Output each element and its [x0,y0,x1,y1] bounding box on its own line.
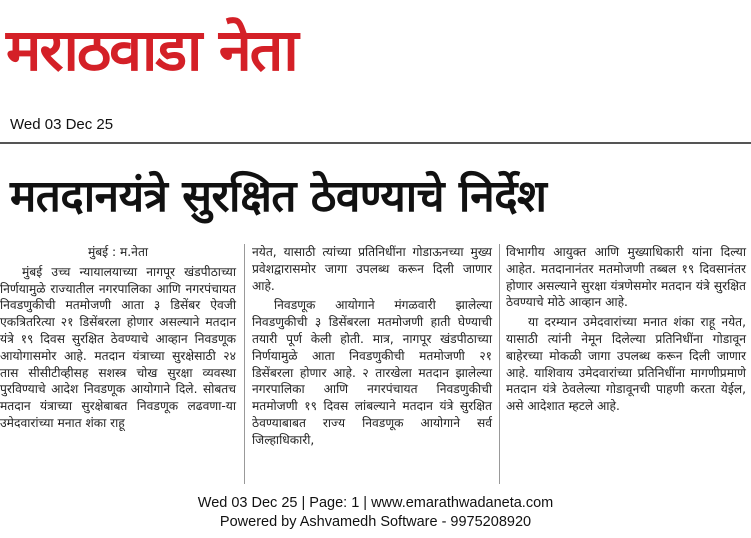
article-paragraph: मुंबई उच्च न्यायालयाच्या नागपूर खंडपीठाच्या निर्णयामुळे राज्यातील नगरपालिका आणि नगरपंचायत निवडणुकीची मतमोजणी आता ३ डिसेंबर ऐवजी एकत्रितरित्या २१ डिसेंबरला होणार असल्याने मतदान यंत्रे १९ दिवस सुरक्षित ठेवण्याचे आव्हान निवडणूक आयोगासमोर आहे. मतदान यंत्राच्या सुरक्षेसाठी २४ तास सीसीटीव्हीसह सशस्त्र चोख सुरक्षा व्यवस्था पुरविण्याचे आदेश निवडणूक आयोगाने दिले. सोबतच मतदान यंत्राच्या सुरक्षेबाबत निवडणूक लढवणा-या उमेदवारांच्या मनात शंका राहू [0,264,236,430]
column-divider [499,244,500,484]
footer-credit: Powered by Ashvamedh Software - 9975208920 [219,514,532,530]
edition-date: Wed 03 Dec 25 [10,116,114,133]
article-byline: मुंबई : म.नेता [87,245,149,259]
footer-page-info: Wed 03 Dec 25 | Page: 1 | www.emarathwadaneta.com [197,495,554,511]
article-paragraph: निवडणूक आयोगाने मंगळवारी झालेल्या निवडणुकीची ३ डिसेंबरला मतमोजणी हाती घेण्याची तयारी पूर्ण केली होती. मात्र, नागपूर खंडपीठाच्या निर्णयामुळे आता निवडणुकीची मतमोजणी २१ डिसेंबरला होणार आहे. २ तारखेला मतदान झालेल्या नगरपालिका आणि नगरपंचायत निवडणुकीची मतमोजणी १९ दिवस लांबल्याने मतदान यंत्रे सुरक्षित ठेवण्याबाबत राज्य निवडणूक आयोगाने सर्व जिल्हाधिकारी, [252,298,492,447]
article-column-1 [0,244,236,432]
column-divider [244,244,245,484]
article-paragraph: या दरम्यान उमेदवारांच्या मनात शंका राहू नयेत, यासाठी त्यांनी नेमून दिलेल्या प्रतिनिधींना गोडावून बाहेरच्या मोकळी जागा उपलब्ध करून दिली जाणार आहे. याशिवाय उमेदवारांच्या प्रतिनिधींना मागणीप्रमाणे मतदान यंत्रे ठेवलेल्या गोडावूनची पाहणी करता येईल, असे आदेशात म्हटले आहे. [506,315,746,414]
article-paragraph: नयेत, यासाठी त्यांच्या प्रतिनिधींना गोडाऊनच्या मुख्य प्रवेशद्वारासमोर जागा उपलब्ध करून दिली जाणार आहे. [252,245,492,293]
masthead-logo: मराठवाडा नेता [6,16,297,84]
article-headline: मतदानयंत्रे सुरक्षित ठेवण्याचे निर्देश [10,171,547,222]
header-divider [0,142,751,144]
article-column-2 [252,244,492,449]
article-paragraph: विभागीय आयुक्त आणि मुख्याधिकारी यांना दिल्या आहेत. मतदानानंतर मतमोजणी तब्बल १९ दिवसानंतर होणार असल्याने सुरक्षा यंत्रणेसमोर मतदान यंत्रे सुरक्षित ठेवण्याचे मोठे आव्हान आहे. [506,245,746,310]
article-column-3 [506,244,746,415]
